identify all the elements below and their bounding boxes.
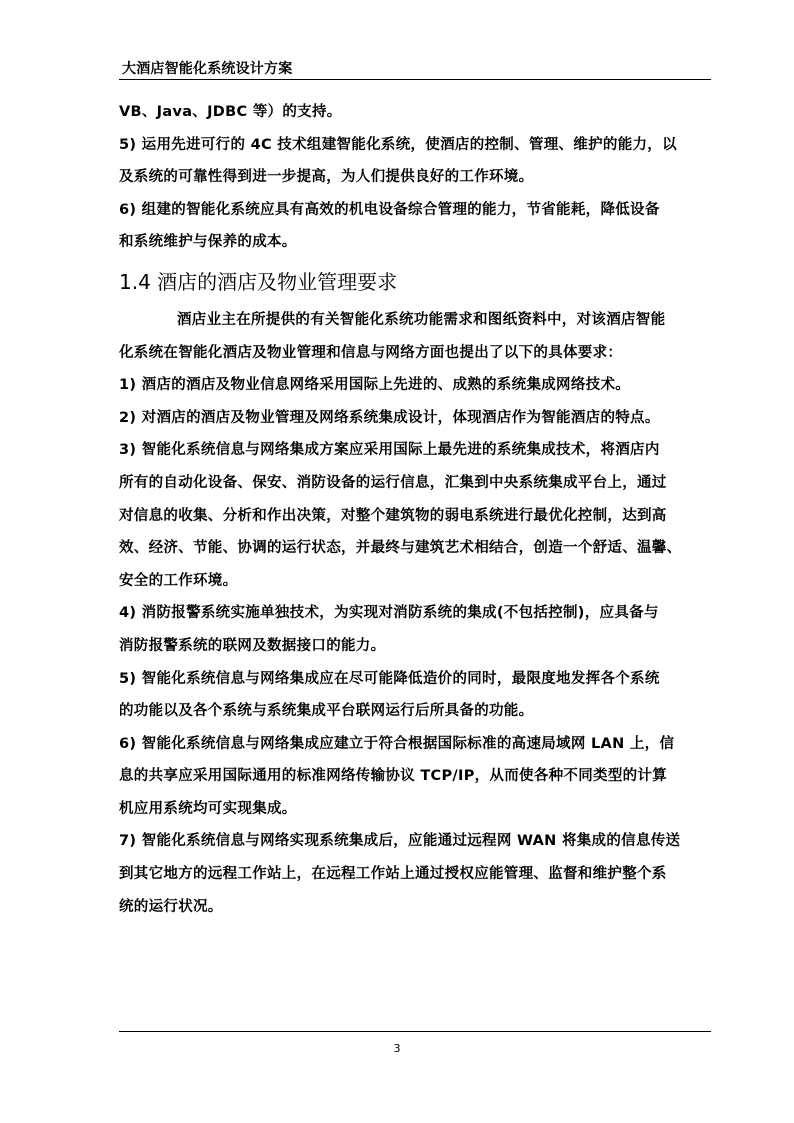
requirement-2	[119, 402, 715, 435]
page-number: 3	[393, 1042, 401, 1055]
section-heading: 1.4 酒店的酒店及物业管理要求	[119, 269, 398, 294]
requirement-6	[119, 728, 715, 826]
requirement-1	[119, 369, 715, 402]
text-line: 统的运行状况。	[119, 898, 223, 915]
text-line: 的功能以及各个系统与系统集成平台联网运行后所具备的功能。	[119, 703, 534, 720]
text-line: 到其它地方的远程工作站上，在远程工作站上通过授权应能管理、监督和维护整个系	[119, 866, 667, 883]
text-line: 6) 智能化系统信息与网络集成应建立于符合根据国际标准的高速局域网 LAN 上，信	[119, 735, 675, 752]
text-line: 4) 消防报警系统实施单独技术，为实现对消防系统的集成(不包括控制)，应具备与	[119, 605, 659, 622]
requirement-4	[119, 597, 715, 662]
text-line: 机应用系统均可实现集成。	[119, 800, 297, 817]
text-line: 1) 酒店的酒店及物业信息网络采用国际上先进的、成熟的系统集成网络技术。	[119, 377, 631, 394]
requirement-5	[119, 663, 715, 728]
text-line: 所有的自动化设备、保安、消防设备的运行信息，汇集到中央系统集成平台上，通过	[119, 474, 667, 491]
footer-rule	[119, 1031, 711, 1032]
header-rule	[119, 79, 711, 80]
text-line: 安全的工作环境。	[119, 572, 238, 589]
text-line: 7) 智能化系统信息与网络实现系统集成后，应能通过远程网 WAN 将集成的信息传送	[119, 833, 681, 850]
text-line: 6) 组建的智能化系统应具有高效的机电设备综合管理的能力，节省能耗，降低设备	[119, 201, 660, 218]
text-line: VB、Java、JDBC 等）的支持。	[119, 104, 342, 120]
text-line: 2) 对酒店的酒店及物业管理及网络系统集成设计，体现酒店作为智能酒店的特点。	[119, 409, 660, 426]
text-line: 息的共享应采用国际通用的标准网络传输协议 TCP/IP，从而使各种不同类型的计算	[119, 768, 668, 785]
text-line: 5) 运用先进可行的 4C 技术组建智能化系统，使酒店的控制、管理、维护的能力，以	[119, 136, 677, 153]
list-item-5-prev	[119, 129, 715, 194]
text-line: 化系统在智能化酒店及物业管理和信息与网络方面也提出了以下的具体要求：	[119, 344, 623, 361]
intro-paragraph	[119, 304, 715, 369]
page-body	[119, 96, 715, 923]
header-title: 大酒店智能化系统设计方案	[122, 61, 293, 77]
text-line: 消防报警系统的联网及数据接口的能力。	[119, 637, 386, 654]
requirement-3	[119, 434, 715, 597]
text-line: 效、经济、节能、协调的运行状态，并最终与建筑艺术相结合，创造一个舒适、温馨、	[119, 540, 682, 557]
text-line: 对信息的收集、分析和作出决策，对整个建筑物的弱电系统进行最优化控制，达到高	[119, 507, 667, 524]
text-line: 和系统维护与保养的成本。	[119, 234, 297, 251]
paragraph-continuation	[119, 96, 715, 129]
text-line: 酒店业主在所提供的有关智能化系统功能需求和图纸资料中，对该酒店智能	[177, 311, 666, 328]
list-item-6-prev	[119, 194, 715, 259]
text-line: 及系统的可靠性得到进一步提高，为人们提供良好的工作环境。	[119, 169, 534, 186]
text-line: 3) 智能化系统信息与网络集成方案应采用国际上最先进的系统集成技术，将酒店内	[119, 442, 660, 459]
text-line: 5) 智能化系统信息与网络集成应在尽可能降低造价的同时，最限度地发挥各个系统	[119, 670, 660, 687]
requirement-7	[119, 825, 715, 923]
